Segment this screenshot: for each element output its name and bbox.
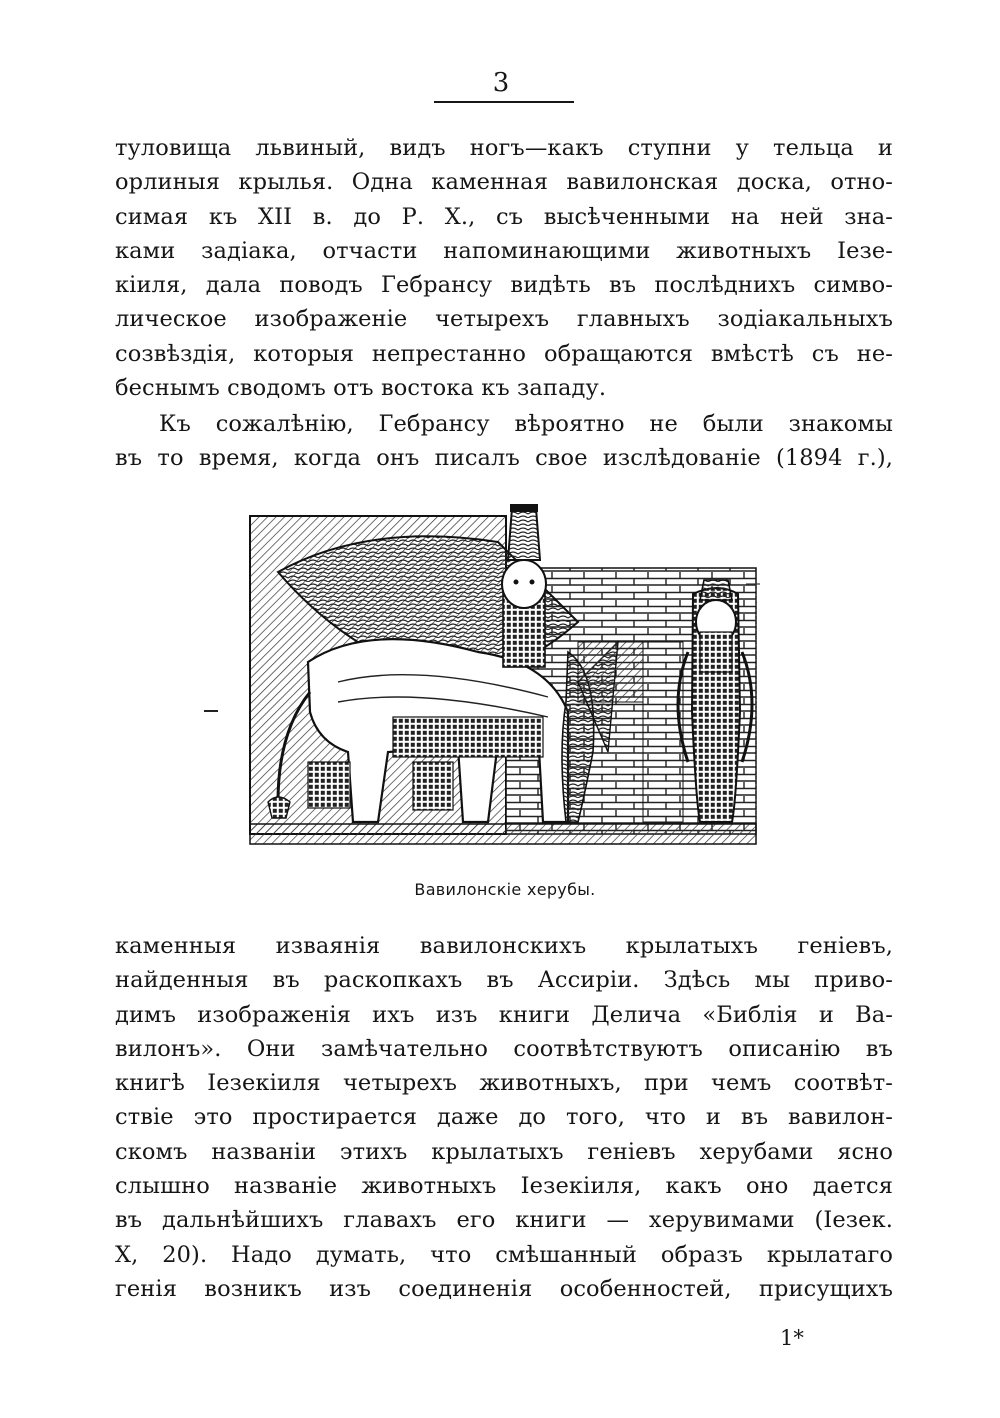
cherubim-illustration — [248, 502, 760, 854]
text-line: скомъ названіи этихъ крылатыхъ геніевъ херубами ясно — [115, 1138, 893, 1165]
text-line: орлиныя крылья. Одна каменная вавилонская доска, отно- — [115, 169, 893, 196]
text-line: въ дальнѣйшихъ главахъ его книги — херувимами (Іезек. — [115, 1207, 893, 1234]
text-line: вилонъ». Они замѣчательно соотвѣтствуютъ описанію въ — [115, 1035, 893, 1062]
header-rule — [434, 101, 574, 103]
figure-babylonian-cherubim — [248, 502, 760, 854]
text-line: беснымъ сводомъ отъ востока къ западу. — [115, 375, 607, 402]
text-line: генія возникъ изъ соединенія особенностей, присущихъ — [115, 1275, 893, 1302]
text-line: найденныя въ раскопкахъ въ Ассиріи. Здѣсь мы приво- — [115, 967, 893, 994]
text-line: лическое изображеніе четырехъ главныхъ зодіакальныхъ — [115, 306, 893, 333]
text-line: кіиля, дала поводъ Гебрансу видѣть въ послѣднихъ симво- — [115, 272, 893, 299]
text-line: ствіе это простирается даже до того, что и въ вавилон- — [115, 1104, 893, 1131]
paragraph-1 — [115, 131, 893, 405]
paragraph-2 — [115, 407, 893, 476]
text-line: Х, 20). Надо думать, что смѣшанный образъ крылатаго — [115, 1241, 893, 1268]
figure-caption: Вавилонскіе херубы. — [414, 880, 596, 899]
text-line: книгѣ Іезекіиля четырехъ животныхъ, при чемъ соотвѣт- — [115, 1070, 893, 1097]
paragraph-3 — [115, 929, 893, 1306]
text-line: туловища львиный, видъ ногъ—какъ ступни у тельца и — [115, 135, 893, 161]
text-line: симая къ XII в. до Р. Х., съ высѣченными на ней зна- — [115, 203, 893, 230]
text-line: созвѣздія, которыя непрестанно обращаются вмѣстѣ съ не- — [115, 340, 893, 367]
stray-mark — [204, 710, 218, 712]
text-line: слышно названіе животныхъ Іезекіиля, какъ оно дается — [115, 1173, 893, 1200]
page-number: 3 — [492, 68, 510, 98]
signature-mark: 1* — [780, 1326, 804, 1350]
text-line: Къ сожалѣнію, Гебрансу вѣроятно не были знакомы — [159, 411, 893, 437]
text-line: димъ изображенія ихъ изъ книги Делича «Библія и Ва- — [115, 1001, 893, 1028]
text-line: ками задіака, отчасти напоминающими животныхъ Іезе- — [115, 237, 893, 264]
text-line: въ то время, когда онъ писалъ свое изслѣдованіе (1894 г.), — [115, 445, 893, 472]
text-line: каменныя изваянія вавилонскихъ крылатыхъ геніевъ, — [115, 933, 893, 959]
